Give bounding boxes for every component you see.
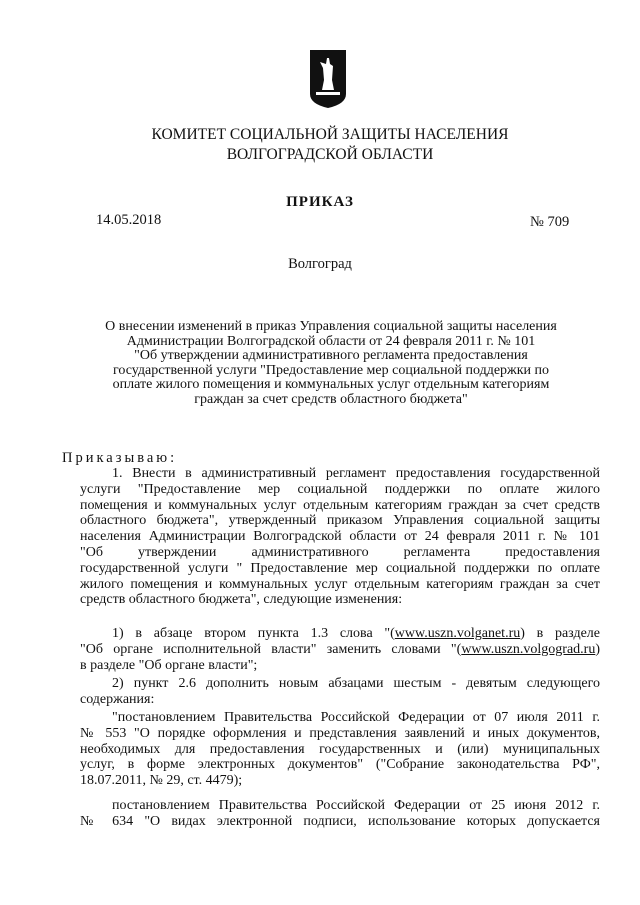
text-line: необходимых для предоставления государственных и (или) муниципальных [80,741,600,757]
website-link-old[interactable]: www.uszn.volganet.ru [394,626,521,641]
document-type-title: ПРИКАЗ [286,194,354,210]
text-fragment: ) [595,641,600,657]
text-line: государственной услуги " Предоставление мер социальной поддержки по оплате [80,560,600,576]
text-line: № 634 "О видах электронной подписи, использование которых допускается [80,813,600,829]
document-number: № 709 [530,214,570,230]
document-city: Волгоград [288,256,352,272]
text-line [80,626,600,642]
text-line: населения Администрации Волгоградской области от 24 февраля 2011 г. № 101 [80,529,600,545]
text-line: средств областного бюджета", следующие изменения: [80,592,403,608]
subject-line: "Об утверждении административного регламента предоставления [134,348,528,363]
text-line: постановлением Правительства Российской Федерации от 25 июня 2012 г. [112,798,600,813]
text-line: "Об утверждении административного регламента предоставления [80,544,600,560]
text-line: содержания: [80,691,155,707]
text-line: 18.07.2011, № 29, ст. 4479); [80,773,243,789]
paragraph-4 [80,710,600,789]
website-link-new[interactable]: www.uszn.volgograd.ru [461,641,596,657]
coat-of-arms-emblem [310,50,346,108]
text-line: "постановлением Правительства Российской Федерации от 07 июля 2011 г. [112,710,600,725]
text-fragment: "Об органе исполнительной власти" заменить словами "( [80,641,462,657]
document-subject [76,320,586,407]
subject-line: государственной услуги "Предоставление мер социальной поддержки по [112,362,550,378]
text-line: услуг, в форме электронных документов" ("Собрание законодательства РФ", [80,757,600,773]
paragraph-5 [80,798,600,830]
text-line: № 553 "О порядке оформления и представления заявлений и иных документов, [80,725,600,741]
subject-line: Администрации Волгоградской области от 24 февраля 2011 г. № 101 [126,333,536,349]
text-fragment: ) в разделе [520,626,600,641]
text-fragment: 1) в абзаце втором пункта 1.3 слова "( [112,626,395,641]
text-line: в разделе "Об органе власти"; [80,657,258,673]
text-line: областного бюджета", утвержденный приказом Управления социальной защиты [80,513,600,529]
text-line: жилого помещения и коммунальных услуг отдельным категориям граждан за счет [80,576,600,592]
subject-line: граждан за счет средств областного бюджета" [194,391,468,407]
subject-line: оплате жилого помещения и коммунальных услуг отдельным категориям [112,377,550,392]
organization-name-line1: КОМИТЕТ СОЦИАЛЬНОЙ ЗАЩИТЫ НАСЕЛЕНИЯ [151,126,509,143]
paragraph-1 [80,466,600,608]
organization-name-line2: ВОЛГОГРАДСКОЙ ОБЛАСТИ [226,146,434,163]
text-line: помещения и коммунальных услуг отдельным категориям граждан за счет средств [80,497,600,513]
text-line: 2) пункт 2.6 дополнить новым абзацами шестым - девятым следующего [112,676,600,691]
paragraph-3 [80,676,600,708]
document-date: 14.05.2018 [96,212,162,228]
subject-line: О внесении изменений в приказ Управления социальной защиты населения [105,319,557,334]
paragraph-2 [80,626,600,673]
order-directive-word: Приказываю: [62,450,178,466]
text-line: услуги "Предоставление мер социальной поддержки по оплате жилого [80,481,600,497]
text-line [80,642,600,658]
text-line: 1. Внести в административный регламент предоставления государственной [112,466,600,481]
